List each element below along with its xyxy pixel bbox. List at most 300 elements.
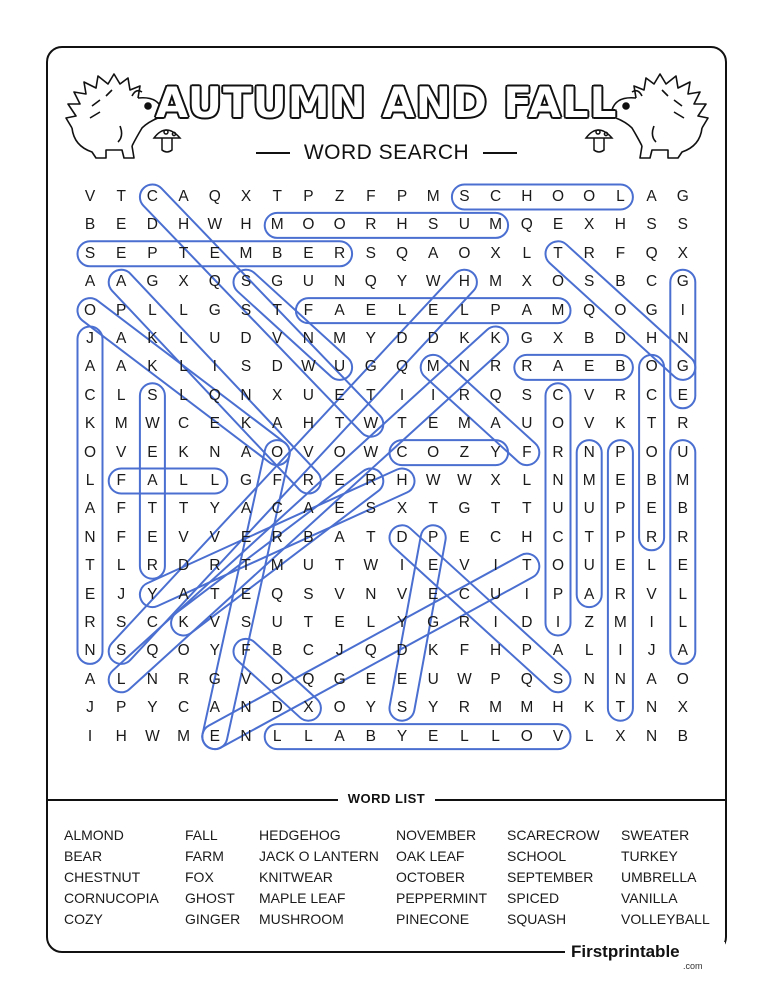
grid-letter[interactable]: W	[145, 727, 160, 745]
grid-letter[interactable]: V	[584, 415, 595, 433]
grid-letter[interactable]: U	[583, 500, 595, 518]
grid-letter[interactable]: L	[304, 727, 313, 745]
grid-letter[interactable]: B	[646, 472, 657, 489]
grid-letter[interactable]: R	[645, 528, 658, 546]
grid-letter[interactable]: X	[240, 188, 252, 205]
grid-letter[interactable]: A	[84, 500, 96, 518]
grid-letter[interactable]: A	[303, 500, 314, 518]
grid-letter[interactable]: X	[677, 244, 688, 262]
grid-letter[interactable]: X	[490, 472, 501, 489]
grid-letter[interactable]: E	[334, 614, 345, 631]
grid-letter[interactable]: N	[240, 727, 252, 745]
grid-letter[interactable]: B	[272, 642, 283, 660]
grid-letter[interactable]: G	[333, 670, 346, 688]
grid-letter[interactable]: H	[396, 216, 408, 234]
grid-letter[interactable]: C	[552, 386, 564, 404]
grid-letter[interactable]: R	[552, 443, 564, 461]
grid-letter[interactable]: C	[146, 188, 158, 205]
grid-letter[interactable]: G	[676, 358, 689, 376]
grid-letter[interactable]: L	[366, 614, 376, 631]
grid-letter[interactable]: C	[302, 642, 314, 660]
grid-letter[interactable]: A	[84, 670, 96, 688]
grid-letter[interactable]: T	[85, 557, 95, 575]
grid-letter[interactable]: W	[457, 472, 472, 489]
grid-letter[interactable]: C	[552, 528, 564, 546]
grid-letter[interactable]: N	[552, 472, 564, 489]
grid-letter[interactable]: Y	[147, 699, 158, 717]
grid-letter[interactable]: L	[179, 386, 188, 404]
grid-letter[interactable]: C	[396, 443, 408, 461]
grid-letter[interactable]: T	[428, 500, 438, 518]
grid-letter[interactable]: I	[87, 727, 93, 745]
grid-letter[interactable]: K	[240, 415, 252, 433]
grid-letter[interactable]: O	[458, 244, 471, 262]
grid-letter[interactable]: C	[146, 614, 158, 631]
grid-letter[interactable]: T	[615, 699, 626, 717]
grid-letter[interactable]: S	[552, 670, 564, 688]
grid-letter[interactable]: Q	[395, 244, 409, 262]
grid-letter[interactable]: B	[615, 358, 626, 376]
grid-letter[interactable]: T	[334, 415, 345, 433]
grid-letter[interactable]: T	[366, 528, 376, 546]
grid-letter[interactable]: P	[490, 670, 501, 688]
grid-letter[interactable]: E	[209, 415, 220, 433]
grid-letter[interactable]: N	[84, 528, 96, 546]
grid-letter[interactable]: V	[209, 614, 220, 631]
grid-letter[interactable]: N	[645, 699, 658, 717]
grid-letter[interactable]: H	[458, 273, 470, 291]
grid-letter[interactable]: H	[521, 528, 533, 546]
grid-letter[interactable]: G	[676, 273, 689, 291]
grid-letter[interactable]: B	[584, 330, 595, 347]
grid-letter[interactable]: R	[614, 585, 626, 603]
grid-letter[interactable]: R	[333, 244, 346, 262]
grid-letter[interactable]: Q	[520, 670, 533, 688]
grid-letter[interactable]: S	[116, 642, 127, 660]
grid-letter[interactable]: T	[366, 386, 376, 404]
grid-letter[interactable]: T	[241, 557, 251, 575]
grid-letter[interactable]: O	[551, 415, 565, 433]
grid-letter[interactable]: O	[83, 301, 97, 319]
grid-letter[interactable]: O	[333, 699, 346, 717]
grid-letter[interactable]: Y	[490, 443, 501, 461]
grid-letter[interactable]: B	[365, 727, 376, 745]
grid-letter[interactable]: K	[147, 358, 158, 376]
grid-letter[interactable]: A	[490, 415, 501, 433]
grid-letter[interactable]: S	[428, 216, 439, 234]
grid-letter[interactable]: F	[522, 443, 532, 461]
grid-letter[interactable]: J	[86, 330, 94, 347]
grid-letter[interactable]: G	[427, 614, 440, 631]
grid-letter[interactable]: L	[678, 614, 688, 631]
grid-letter[interactable]: V	[334, 585, 345, 603]
grid-letter[interactable]: L	[116, 557, 126, 575]
grid-letter[interactable]: F	[116, 472, 126, 489]
grid-letter[interactable]: E	[84, 585, 96, 603]
grid-letter[interactable]: R	[365, 216, 377, 234]
grid-letter[interactable]: T	[522, 500, 532, 518]
grid-letter[interactable]: O	[83, 443, 97, 461]
grid-letter[interactable]: I	[555, 614, 561, 631]
grid-letter[interactable]: O	[271, 670, 284, 688]
grid-letter[interactable]: W	[363, 443, 379, 461]
grid-letter[interactable]: X	[615, 727, 626, 745]
grid-letter[interactable]: D	[271, 358, 283, 376]
grid-letter[interactable]: Y	[147, 585, 158, 603]
grid-letter[interactable]: E	[365, 670, 376, 688]
grid-letter[interactable]: L	[179, 330, 188, 347]
grid-letter[interactable]: B	[615, 273, 626, 291]
grid-letter[interactable]: D	[427, 330, 439, 347]
grid-letter[interactable]: D	[521, 614, 533, 631]
grid-letter[interactable]: W	[145, 415, 160, 433]
grid-letter[interactable]: F	[615, 244, 626, 262]
grid-letter[interactable]: Q	[364, 273, 377, 291]
grid-letter[interactable]: R	[146, 557, 158, 575]
grid-letter[interactable]: K	[428, 642, 439, 660]
grid-letter[interactable]: G	[364, 358, 377, 376]
grid-letter[interactable]: G	[645, 301, 658, 319]
grid-letter[interactable]: P	[396, 188, 408, 205]
grid-letter[interactable]: L	[179, 301, 188, 319]
grid-letter[interactable]: N	[677, 330, 689, 347]
grid-letter[interactable]: L	[522, 472, 532, 489]
grid-letter[interactable]: U	[271, 614, 283, 631]
grid-letter[interactable]: M	[457, 415, 471, 433]
grid-letter[interactable]: J	[647, 642, 656, 660]
grid-letter[interactable]: C	[177, 699, 190, 717]
grid-letter[interactable]: M	[582, 472, 596, 489]
grid-letter[interactable]: R	[458, 614, 470, 631]
grid-letter[interactable]: D	[396, 642, 408, 660]
grid-letter[interactable]: U	[552, 500, 564, 518]
grid-letter[interactable]: O	[333, 216, 346, 234]
grid-letter[interactable]: W	[363, 415, 379, 433]
grid-letter[interactable]: A	[178, 188, 189, 205]
grid-letter[interactable]: N	[302, 330, 314, 347]
grid-letter[interactable]: Z	[334, 188, 345, 205]
grid-letter[interactable]: X	[552, 330, 564, 347]
grid-letter[interactable]: L	[584, 727, 594, 745]
grid-letter[interactable]: H	[115, 727, 127, 745]
grid-letter[interactable]: S	[677, 216, 688, 234]
grid-letter[interactable]: Q	[302, 670, 315, 688]
grid-letter[interactable]: E	[116, 244, 127, 262]
grid-letter[interactable]: E	[646, 500, 657, 518]
grid-letter[interactable]: M	[676, 472, 690, 489]
grid-letter[interactable]: A	[428, 244, 439, 262]
grid-letter[interactable]: P	[303, 188, 314, 205]
grid-letter[interactable]: D	[614, 330, 626, 347]
grid-letter[interactable]: O	[645, 358, 658, 376]
grid-letter[interactable]: R	[458, 699, 470, 717]
grid-letter[interactable]: H	[521, 188, 533, 205]
grid-letter[interactable]: Q	[583, 301, 596, 319]
grid-letter[interactable]: V	[303, 443, 314, 461]
grid-letter[interactable]: W	[363, 557, 379, 575]
grid-letter[interactable]: R	[177, 670, 190, 688]
grid-letter[interactable]: V	[240, 670, 252, 688]
grid-letter[interactable]: L	[397, 301, 407, 319]
grid-letter[interactable]: W	[207, 216, 223, 234]
grid-letter[interactable]: S	[84, 244, 96, 262]
grid-letter[interactable]: K	[584, 699, 595, 717]
grid-letter[interactable]: V	[646, 585, 657, 603]
grid-letter[interactable]: Q	[271, 585, 284, 603]
grid-letter[interactable]: Y	[209, 642, 220, 660]
grid-letter[interactable]: A	[84, 358, 96, 376]
grid-letter[interactable]: I	[493, 614, 498, 631]
grid-letter[interactable]: A	[334, 301, 345, 319]
grid-letter[interactable]: O	[551, 273, 565, 291]
grid-letter[interactable]: O	[177, 642, 190, 660]
grid-letter[interactable]: I	[524, 585, 529, 603]
grid-letter[interactable]: T	[584, 528, 594, 546]
grid-letter[interactable]: O	[645, 443, 658, 461]
grid-letter[interactable]: U	[458, 216, 470, 234]
grid-letter[interactable]: X	[490, 244, 501, 262]
grid-letter[interactable]: C	[177, 415, 190, 433]
grid-letter[interactable]: T	[522, 557, 532, 575]
grid-letter[interactable]: U	[302, 273, 314, 291]
grid-letter[interactable]: X	[178, 273, 189, 291]
grid-letter[interactable]: F	[459, 642, 470, 660]
grid-letter[interactable]: P	[147, 244, 158, 262]
grid-letter[interactable]: E	[334, 386, 345, 404]
grid-letter[interactable]: X	[272, 386, 283, 404]
grid-letter[interactable]: C	[489, 188, 502, 205]
grid-letter[interactable]: T	[397, 415, 407, 433]
grid-letter[interactable]: Y	[209, 500, 220, 518]
grid-letter[interactable]: U	[209, 330, 221, 347]
grid-letter[interactable]: E	[334, 500, 345, 518]
grid-letter[interactable]: E	[615, 557, 626, 575]
grid-letter[interactable]: M	[270, 216, 284, 234]
grid-letter[interactable]: R	[521, 358, 533, 376]
grid-letter[interactable]: V	[272, 330, 283, 347]
grid-letter[interactable]: Y	[365, 330, 376, 347]
grid-letter[interactable]: G	[208, 670, 221, 688]
grid-letter[interactable]: E	[459, 528, 470, 546]
grid-letter[interactable]: S	[116, 614, 127, 631]
grid-letter[interactable]: E	[365, 301, 376, 319]
grid-letter[interactable]: E	[428, 415, 439, 433]
grid-letter[interactable]: M	[489, 216, 503, 234]
grid-letter[interactable]: E	[677, 386, 688, 404]
grid-letter[interactable]: U	[302, 386, 314, 404]
grid-letter[interactable]: X	[396, 500, 408, 518]
grid-letter[interactable]: W	[457, 670, 472, 688]
grid-letter[interactable]: A	[646, 188, 657, 205]
grid-letter[interactable]: A	[646, 670, 657, 688]
grid-letter[interactable]: I	[493, 557, 498, 575]
grid-letter[interactable]: T	[272, 301, 282, 319]
grid-letter[interactable]: Y	[396, 273, 408, 291]
grid-letter[interactable]: S	[584, 273, 595, 291]
grid-letter[interactable]: C	[271, 500, 283, 518]
grid-letter[interactable]: E	[334, 472, 345, 489]
grid-letter[interactable]: E	[552, 216, 564, 234]
grid-letter[interactable]: K	[615, 415, 626, 433]
grid-letter[interactable]: S	[521, 386, 532, 404]
grid-letter[interactable]: M	[239, 244, 253, 262]
grid-letter[interactable]: D	[146, 216, 158, 234]
grid-letter[interactable]: P	[552, 585, 564, 603]
grid-letter[interactable]: M	[114, 415, 128, 433]
grid-letter[interactable]: D	[177, 557, 190, 575]
grid-letter[interactable]: U	[677, 443, 689, 461]
grid-letter[interactable]: V	[396, 585, 408, 603]
grid-letter[interactable]: T	[147, 500, 158, 518]
grid-letter[interactable]: U	[302, 557, 314, 575]
grid-letter[interactable]: P	[116, 301, 127, 319]
grid-letter[interactable]: H	[489, 642, 502, 660]
grid-letter[interactable]: I	[399, 557, 405, 575]
grid-letter[interactable]: I	[212, 358, 217, 376]
grid-letter[interactable]: A	[552, 642, 564, 660]
grid-letter[interactable]: A	[677, 642, 688, 660]
grid-letter[interactable]: R	[84, 614, 96, 631]
grid-letter[interactable]: V	[116, 443, 127, 461]
grid-letter[interactable]: H	[645, 330, 658, 347]
grid-letter[interactable]: Q	[520, 216, 533, 234]
grid-letter[interactable]: A	[334, 528, 345, 546]
grid-letter[interactable]: C	[458, 585, 470, 603]
grid-letter[interactable]: T	[490, 500, 501, 518]
brand-logo[interactable]	[565, 942, 725, 972]
grid-letter[interactable]: S	[240, 614, 252, 631]
grid-letter[interactable]: E	[209, 727, 220, 745]
grid-letter[interactable]: L	[522, 244, 532, 262]
grid-letter[interactable]: G	[676, 188, 689, 205]
grid-letter[interactable]: F	[303, 301, 314, 319]
grid-letter[interactable]: B	[677, 500, 688, 518]
grid-letter[interactable]: R	[271, 528, 283, 546]
grid-letter[interactable]: Z	[584, 614, 594, 631]
grid-letter[interactable]: A	[116, 330, 127, 347]
grid-letter[interactable]: P	[615, 500, 626, 518]
grid-letter[interactable]: E	[428, 585, 439, 603]
grid-letter[interactable]: M	[270, 557, 284, 575]
grid-letter[interactable]: X	[584, 216, 595, 234]
grid-letter[interactable]: W	[425, 273, 441, 291]
grid-letter[interactable]: E	[147, 443, 158, 461]
grid-letter[interactable]: E	[428, 727, 439, 745]
grid-letter[interactable]: K	[178, 614, 189, 631]
grid-letter[interactable]: N	[458, 358, 470, 376]
grid-letter[interactable]: D	[271, 699, 283, 717]
grid-letter[interactable]: O	[583, 188, 596, 205]
grid-letter[interactable]: P	[521, 642, 532, 660]
grid-letter[interactable]: U	[521, 415, 533, 433]
grid-letter[interactable]: X	[521, 273, 532, 291]
grid-letter[interactable]: R	[677, 528, 689, 546]
grid-letter[interactable]: A	[209, 699, 220, 717]
grid-letter[interactable]: P	[116, 699, 127, 717]
grid-letter[interactable]: Y	[396, 614, 408, 631]
grid-letter[interactable]: U	[583, 557, 595, 575]
grid-letter[interactable]: N	[645, 727, 658, 745]
grid-letter[interactable]: M	[426, 188, 440, 205]
grid-letter[interactable]: D	[240, 330, 252, 347]
grid-letter[interactable]: N	[583, 443, 595, 461]
grid-letter[interactable]: M	[177, 727, 191, 745]
grid-letter[interactable]: N	[84, 642, 96, 660]
grid-letter[interactable]: Q	[208, 188, 221, 205]
grid-letter[interactable]: S	[303, 585, 314, 603]
grid-letter[interactable]: R	[209, 557, 221, 575]
grid-letter[interactable]: I	[431, 386, 436, 404]
grid-letter[interactable]: T	[334, 557, 345, 575]
grid-letter[interactable]: B	[303, 528, 314, 546]
grid-letter[interactable]: B	[272, 244, 283, 262]
grid-letter[interactable]: I	[649, 614, 654, 631]
grid-letter[interactable]: A	[552, 358, 564, 376]
grid-letter[interactable]: M	[426, 358, 440, 376]
grid-letter[interactable]: F	[116, 500, 126, 518]
grid-letter[interactable]: L	[460, 301, 469, 319]
grid-letter[interactable]: H	[614, 216, 626, 234]
grid-letter[interactable]: S	[365, 500, 376, 518]
grid-letter[interactable]: L	[116, 670, 126, 688]
grid-letter[interactable]: L	[491, 727, 500, 745]
grid-letter[interactable]: T	[303, 614, 314, 631]
grid-letter[interactable]: N	[365, 585, 377, 603]
grid-letter[interactable]: D	[396, 330, 408, 347]
grid-letter[interactable]: M	[489, 273, 503, 291]
grid-letter[interactable]: M	[489, 699, 503, 717]
grid-letter[interactable]: K	[178, 443, 189, 461]
grid-letter[interactable]: Y	[428, 699, 439, 717]
grid-letter[interactable]: T	[272, 188, 282, 205]
grid-letter[interactable]: P	[428, 528, 439, 546]
grid-letter[interactable]: Z	[459, 443, 470, 461]
grid-letter[interactable]: A	[584, 585, 595, 603]
grid-letter[interactable]: I	[399, 386, 405, 404]
grid-letter[interactable]: U	[333, 358, 346, 376]
grid-letter[interactable]: A	[334, 727, 345, 745]
grid-letter[interactable]: T	[178, 244, 189, 262]
grid-letter[interactable]: M	[520, 699, 534, 717]
grid-letter[interactable]: L	[272, 727, 282, 745]
grid-letter[interactable]: S	[240, 273, 252, 291]
grid-letter[interactable]: Y	[365, 699, 376, 717]
grid-letter[interactable]: K	[459, 330, 470, 347]
grid-letter[interactable]: T	[116, 188, 126, 205]
grid-letter[interactable]: K	[147, 330, 158, 347]
grid-letter[interactable]: H	[240, 216, 252, 234]
grid-letter[interactable]: M	[551, 301, 565, 319]
grid-letter[interactable]: E	[584, 358, 595, 376]
grid-letter[interactable]: T	[178, 500, 189, 518]
grid-letter[interactable]: R	[458, 386, 470, 404]
grid-letter[interactable]: K	[490, 330, 501, 347]
grid-letter[interactable]: L	[584, 642, 594, 660]
grid-letter[interactable]: V	[209, 528, 220, 546]
grid-letter[interactable]: A	[521, 301, 532, 319]
grid-letter[interactable]: F	[366, 188, 376, 205]
grid-letter[interactable]: O	[427, 443, 440, 461]
grid-letter[interactable]: S	[240, 301, 252, 319]
grid-letter[interactable]: W	[301, 358, 316, 376]
grid-letter[interactable]: L	[179, 472, 188, 489]
grid-letter[interactable]: C	[84, 386, 96, 404]
grid-letter[interactable]: T	[210, 585, 220, 603]
grid-letter[interactable]: U	[489, 585, 502, 603]
grid-letter[interactable]: A	[116, 273, 127, 291]
grid-letter[interactable]: E	[677, 557, 688, 575]
grid-letter[interactable]: Q	[208, 386, 221, 404]
